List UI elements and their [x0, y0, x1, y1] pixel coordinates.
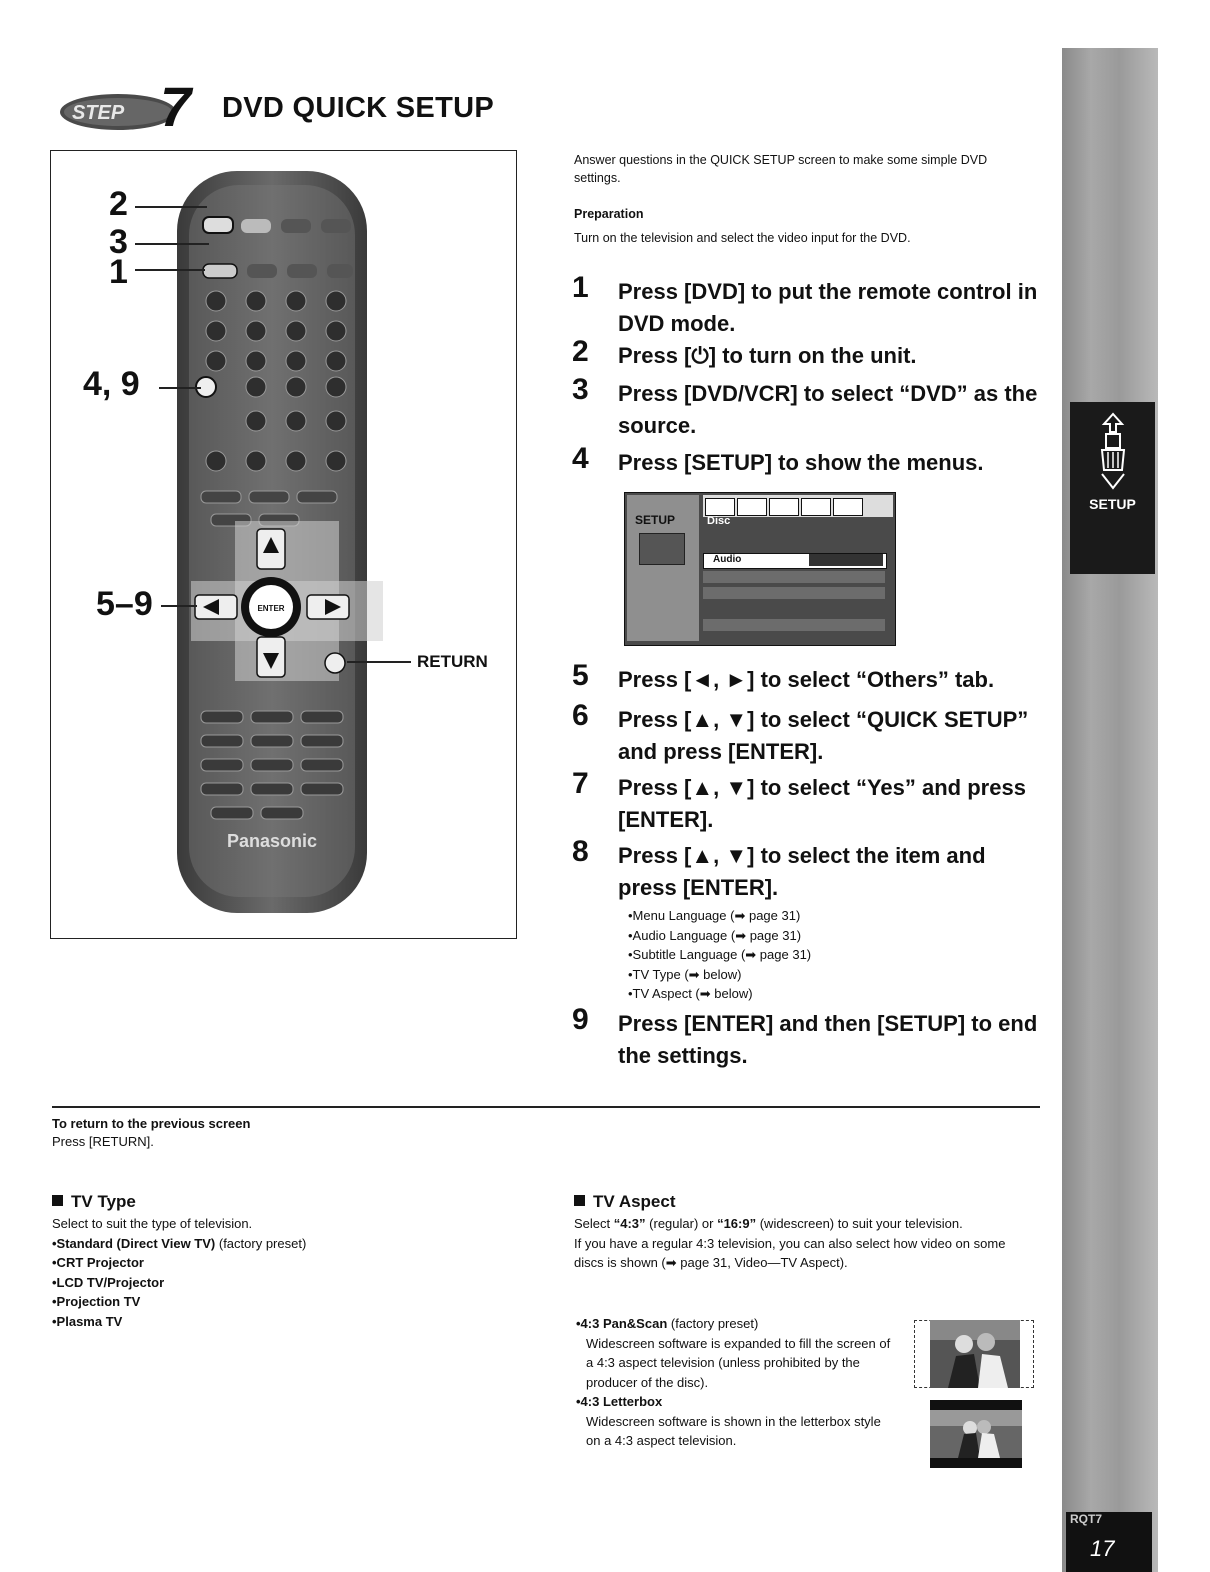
- pan-scan-image: [930, 1320, 1020, 1388]
- callout-line: [159, 387, 201, 389]
- tv-aspect-options: [576, 1314, 894, 1451]
- callout-1: 1: [109, 253, 128, 291]
- menu-tab: [737, 498, 767, 516]
- list-item: •4:3 Letterbox: [576, 1394, 663, 1409]
- tv-aspect-section: [574, 1214, 1036, 1273]
- step-text: Press [⏻] to turn on the unit.: [618, 343, 917, 368]
- tv-type-intro: Select to suit the type of television.: [52, 1216, 253, 1231]
- list-item: •Standard (Direct View TV) (factory preset): [52, 1235, 307, 1251]
- tv-type-heading: [52, 1192, 136, 1212]
- page-number: 17: [1090, 1536, 1115, 1561]
- callout-line: [347, 661, 411, 663]
- callout-2: 2: [109, 185, 128, 223]
- callout-5-9: 5–9: [96, 585, 153, 623]
- step-number: 4: [572, 442, 589, 475]
- step-number: 9: [572, 1003, 589, 1036]
- list-item: •CRT Projector: [52, 1255, 144, 1270]
- callout-line: [135, 206, 207, 208]
- step-number: 6: [572, 699, 589, 732]
- list-item: •TV Aspect (➡ below): [628, 986, 753, 1001]
- square-bullet-icon: [52, 1195, 63, 1206]
- side-tab-setup: [1070, 402, 1155, 574]
- return-note-text: Press [RETURN].: [52, 1134, 154, 1149]
- tv-aspect-note: If you have a regular 4:3 television, you can also select how video on some discs is shown (➡ page 31, Video—TV Aspect).: [574, 1235, 1006, 1270]
- svg-text:ENTER: ENTER: [257, 604, 285, 613]
- option-description: Widescreen software is expanded to fill the screen of a 4:3 aspect television (unless prohibited by the producer of the disc).: [586, 1335, 891, 1390]
- option-description: Widescreen software is shown in the letterbox style on a 4:3 aspect television.: [586, 1413, 881, 1448]
- power-button: [203, 217, 233, 233]
- menu-selected-label: Audio: [713, 554, 742, 565]
- return-note-heading: To return to the previous screen: [52, 1116, 251, 1131]
- list-item: •Projection TV: [52, 1294, 141, 1309]
- step-text: Press [◄, ►] to select “Others” tab.: [618, 667, 995, 692]
- tv-aspect-intro: Select “4:3” (regular) or “16:9” (widescreen) to suit your television.: [574, 1216, 963, 1231]
- menu-tab: [769, 498, 799, 516]
- menu-left-label: SETUP: [635, 513, 676, 527]
- document-code: RQT7: [1070, 1512, 1103, 1526]
- list-item: •LCD TV/Projector: [52, 1274, 165, 1290]
- tv-aspect-heading: [574, 1192, 676, 1212]
- callout-line: [161, 605, 197, 607]
- menu-tab: [833, 498, 863, 516]
- side-tab-label: SETUP: [1089, 496, 1136, 512]
- step-text: Press [▲, ▼] to select the item and press [ENTER].: [618, 843, 986, 900]
- callout-line: [135, 243, 209, 245]
- setup-menu-screenshot: [624, 492, 896, 646]
- callout-4-9: 4, 9: [83, 365, 140, 403]
- list-item: •Plasma TV: [52, 1313, 123, 1329]
- side-strip: [1062, 48, 1158, 1572]
- preparation-text: Turn on the television and select the video input for the DVD.: [574, 231, 911, 245]
- list-item: •Menu Language (➡ page 31): [628, 908, 801, 923]
- plug-icon: [1094, 412, 1132, 492]
- intro-text: Answer questions in the QUICK SETUP screen to make some simple DVD settings.: [574, 153, 988, 185]
- menu-tab-label: Disc: [707, 515, 731, 527]
- step-text: Press [DVD/VCR] to select “DVD” as the source.: [618, 381, 1038, 438]
- list-item: •Subtitle Language (➡ page 31): [628, 947, 812, 962]
- dvd-button: [203, 264, 237, 278]
- menu-tab: [705, 498, 735, 516]
- tv-type-heading-label: TV Type: [71, 1192, 136, 1211]
- step-number: 5: [572, 659, 589, 692]
- callout-3: 3: [109, 223, 128, 261]
- step-text: Press [▲, ▼] to select “Yes” and press [ENTER].: [618, 775, 1026, 832]
- step-8-items: [628, 906, 811, 1004]
- step-text: Press [▲, ▼] to select “QUICK SETUP” and press [ENTER].: [618, 707, 1029, 764]
- callout-line: [135, 269, 205, 271]
- step-number: 2: [572, 335, 589, 368]
- square-bullet-icon: [574, 1195, 585, 1206]
- list-item: •4:3 Pan&Scan (factory preset): [576, 1316, 759, 1331]
- step-badge: [56, 78, 204, 134]
- section-divider: [52, 1106, 1040, 1108]
- tv-aspect-heading-label: TV Aspect: [593, 1192, 676, 1211]
- list-item: •TV Type (➡ below): [628, 966, 742, 982]
- preparation-heading: Preparation: [574, 207, 644, 221]
- step-number: 7: [572, 767, 589, 800]
- step-badge-number: 7: [160, 78, 192, 134]
- step-number: 8: [572, 835, 589, 868]
- step-number: 3: [572, 373, 589, 406]
- step-badge-text: STEP: [72, 102, 125, 124]
- return-button: [325, 653, 345, 673]
- step-number: 1: [572, 271, 589, 304]
- brand-logo: Panasonic: [226, 831, 318, 851]
- step-text: Press [SETUP] to show the menus.: [618, 450, 984, 475]
- step-text: Press [DVD] to put the remote control in DVD mode.: [618, 279, 1038, 336]
- letterbox-image: [930, 1400, 1022, 1468]
- list-item: •Audio Language (➡ page 31): [628, 927, 802, 943]
- step-text: Press [ENTER] and then [SETUP] to end the settings.: [618, 1011, 1038, 1068]
- tv-type-section: [52, 1214, 532, 1331]
- callout-return: RETURN: [417, 652, 488, 671]
- menu-tab: [801, 498, 831, 516]
- page-title: DVD QUICK SETUP: [222, 92, 494, 124]
- remote-illustration-box: [50, 150, 517, 939]
